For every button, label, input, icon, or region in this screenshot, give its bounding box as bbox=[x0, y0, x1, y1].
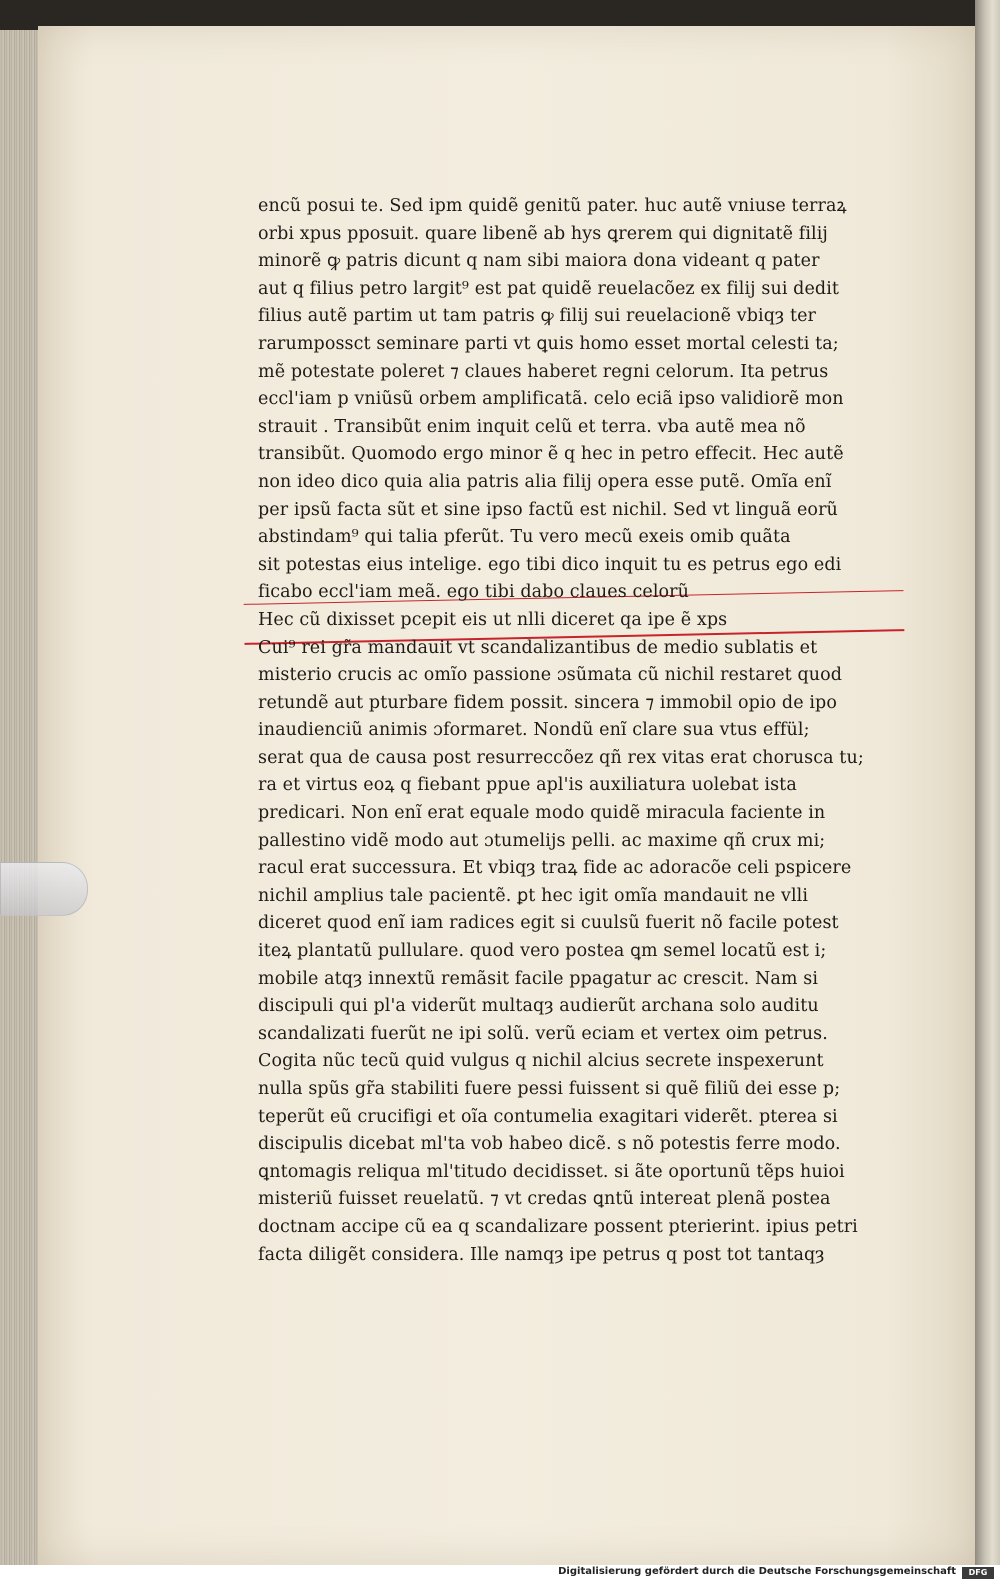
text-line: predicari. Non enĩ erat equale modo quidẽ miracula faciente in bbox=[258, 803, 826, 824]
text-line: minorẽ ꝙ patris dicunt q nam sibi maiora dona videant q pater bbox=[258, 251, 820, 272]
text-line: nulla spũs gr̃a stabiliti fuere pessi fuissent si quẽ filiũ dei esse p; bbox=[258, 1079, 841, 1099]
text-line: Hec cũ dixisset pcepit eis ut nlli diceret qa ipe ẽ xps bbox=[258, 609, 728, 630]
dfg-logo: DFG bbox=[962, 1567, 994, 1579]
text-line: misteriũ fuisset reuelatũ. ⁊ vt credas ꝗntũ intereat plenã postea bbox=[258, 1189, 831, 1210]
text-line: encũ posui te. Sed ipm quidẽ genitũ pater. huc autẽ vniuse terraꝝ bbox=[258, 196, 847, 216]
text-line: aut q filius petro largit⁹ est pat quidẽ reuelacõez ex filij sui dedit bbox=[258, 278, 840, 299]
text-line: nichil amplius tale pacientẽ. ꝑt hec igit omĩa mandauit ne vlli bbox=[258, 885, 809, 906]
text-line: filius autẽ partim ut tam patris ꝙ filij sui reuelacionẽ vbiqȝ ter bbox=[258, 306, 816, 327]
text-line: transibũt. Quomodo ergo minor ẽ q hec in petro effecit. Hec autẽ bbox=[258, 444, 844, 465]
text-line: mẽ potestate poleret ⁊ claues haberet regni celorum. Ita petrus bbox=[258, 361, 829, 382]
text-line: discipulis dicebat ml'ta vob habeo dicẽ. s nõ potestis ferre modo. bbox=[258, 1134, 841, 1155]
text-line: ꝗntomagis reliqua ml'titudo decidisset. si ãte oportunũ tẽps huioi bbox=[258, 1161, 845, 1182]
footer-bar bbox=[0, 1565, 1000, 1582]
text-line: teperũt eũ crucifigi et oĩa contumelia exagitari viderẽt. pterea si bbox=[258, 1106, 838, 1127]
text-line: discipuli qui pl'a viderũt multaqȝ audierũt archana solo auditu bbox=[258, 996, 819, 1017]
text-line: mobile atqȝ innextũ remãsit facile ppagatur ac crescit. Nam si bbox=[258, 968, 819, 989]
text-column bbox=[258, 193, 898, 1269]
text-line: pallestino vidẽ modo aut ɔtumelijs pelli. ac maxime qñ crux mi; bbox=[258, 830, 826, 851]
page-clip bbox=[0, 862, 88, 916]
text-line: abstindam⁹ qui talia pferũt. Tu vero mecũ exeis omib quãta bbox=[258, 527, 791, 548]
text-line: ra et virtus eoꝝ q fiebant ppue apl'is auxiliatura uolebat ista bbox=[258, 775, 797, 796]
text-line: serat qua de causa post resurreccõez qñ rex vitas erat chorusca tu; bbox=[258, 747, 864, 768]
footer-credit: Digitalisierung gefördert durch die Deutsche Forschungsgemeinschaft bbox=[558, 1566, 956, 1577]
text-line: eccl'iam p vniũsũ orbem amplificatã. celo eciã ipso validiorẽ mon bbox=[258, 389, 844, 410]
text-line: racul erat successura. Et vbiqȝ traꝝ fide ac adoracõe celi pspicere bbox=[258, 858, 852, 879]
text-line: sit potestas eius intelige. ego tibi dico inquit tu es petrus ego edi bbox=[258, 554, 842, 575]
text-line: rarumpossct seminare parti vt ꝗuis homo esset mortal celesti ta; bbox=[258, 333, 839, 354]
text-line: Cogita nũc tecũ quid vulgus q nichil alcius secrete inspexerunt bbox=[258, 1051, 824, 1072]
text-line: retundẽ aut pturbare fidem possit. sincera ⁊ immobil opio de ipo bbox=[258, 692, 837, 713]
text-line: doctnam accipe cũ ea q scandalizare possent pterierint. ipius petri bbox=[258, 1216, 858, 1237]
text-line: inaudienciũ animis ɔformaret. Nondũ enĩ clare sua vtus effül; bbox=[258, 720, 810, 741]
text-line: misterio crucis ac omĩo passione ɔsũmata cũ nichil restaret quod bbox=[258, 665, 843, 686]
text-line: orbi xpus pposuit. quare libenẽ ab hys ꝗrerem qui dignitatẽ filij bbox=[258, 223, 828, 244]
text-line: scandalizati fuerũt ne ipi solũ. verũ eciam et vertex oim petrus. bbox=[258, 1023, 828, 1044]
text-line: facta diligẽt considera. Ille namqȝ ipe petrus q post tot tantaqȝ bbox=[258, 1244, 825, 1265]
text-line: non ideo dico quia alia patris alia filij opera esse putẽ. Omĩa enĩ bbox=[258, 471, 832, 492]
text-line: Cui⁹ rei gr̃a mandauit vt scandalizantibus de medio sublatis et bbox=[258, 637, 818, 658]
book-right-edge bbox=[975, 0, 1000, 1565]
text-line: strauit . Transibũt enim inquit celũ et terra. vba autẽ mea nõ bbox=[258, 416, 806, 437]
text-line: per ipsũ facta sũt et sine ipso factũ est nichil. Sed vt linguã eorũ bbox=[258, 499, 838, 520]
text-line: ficabo eccl'iam meã. ego tibi dabo claues celorũ bbox=[258, 582, 689, 603]
text-line: diceret quod enĩ iam radices egit si cuulsũ fuerit nõ facile potest bbox=[258, 913, 839, 934]
text-line: iteꝝ plantatũ pullulare. quod vero postea ꝗm semel locatũ est i; bbox=[258, 941, 827, 962]
